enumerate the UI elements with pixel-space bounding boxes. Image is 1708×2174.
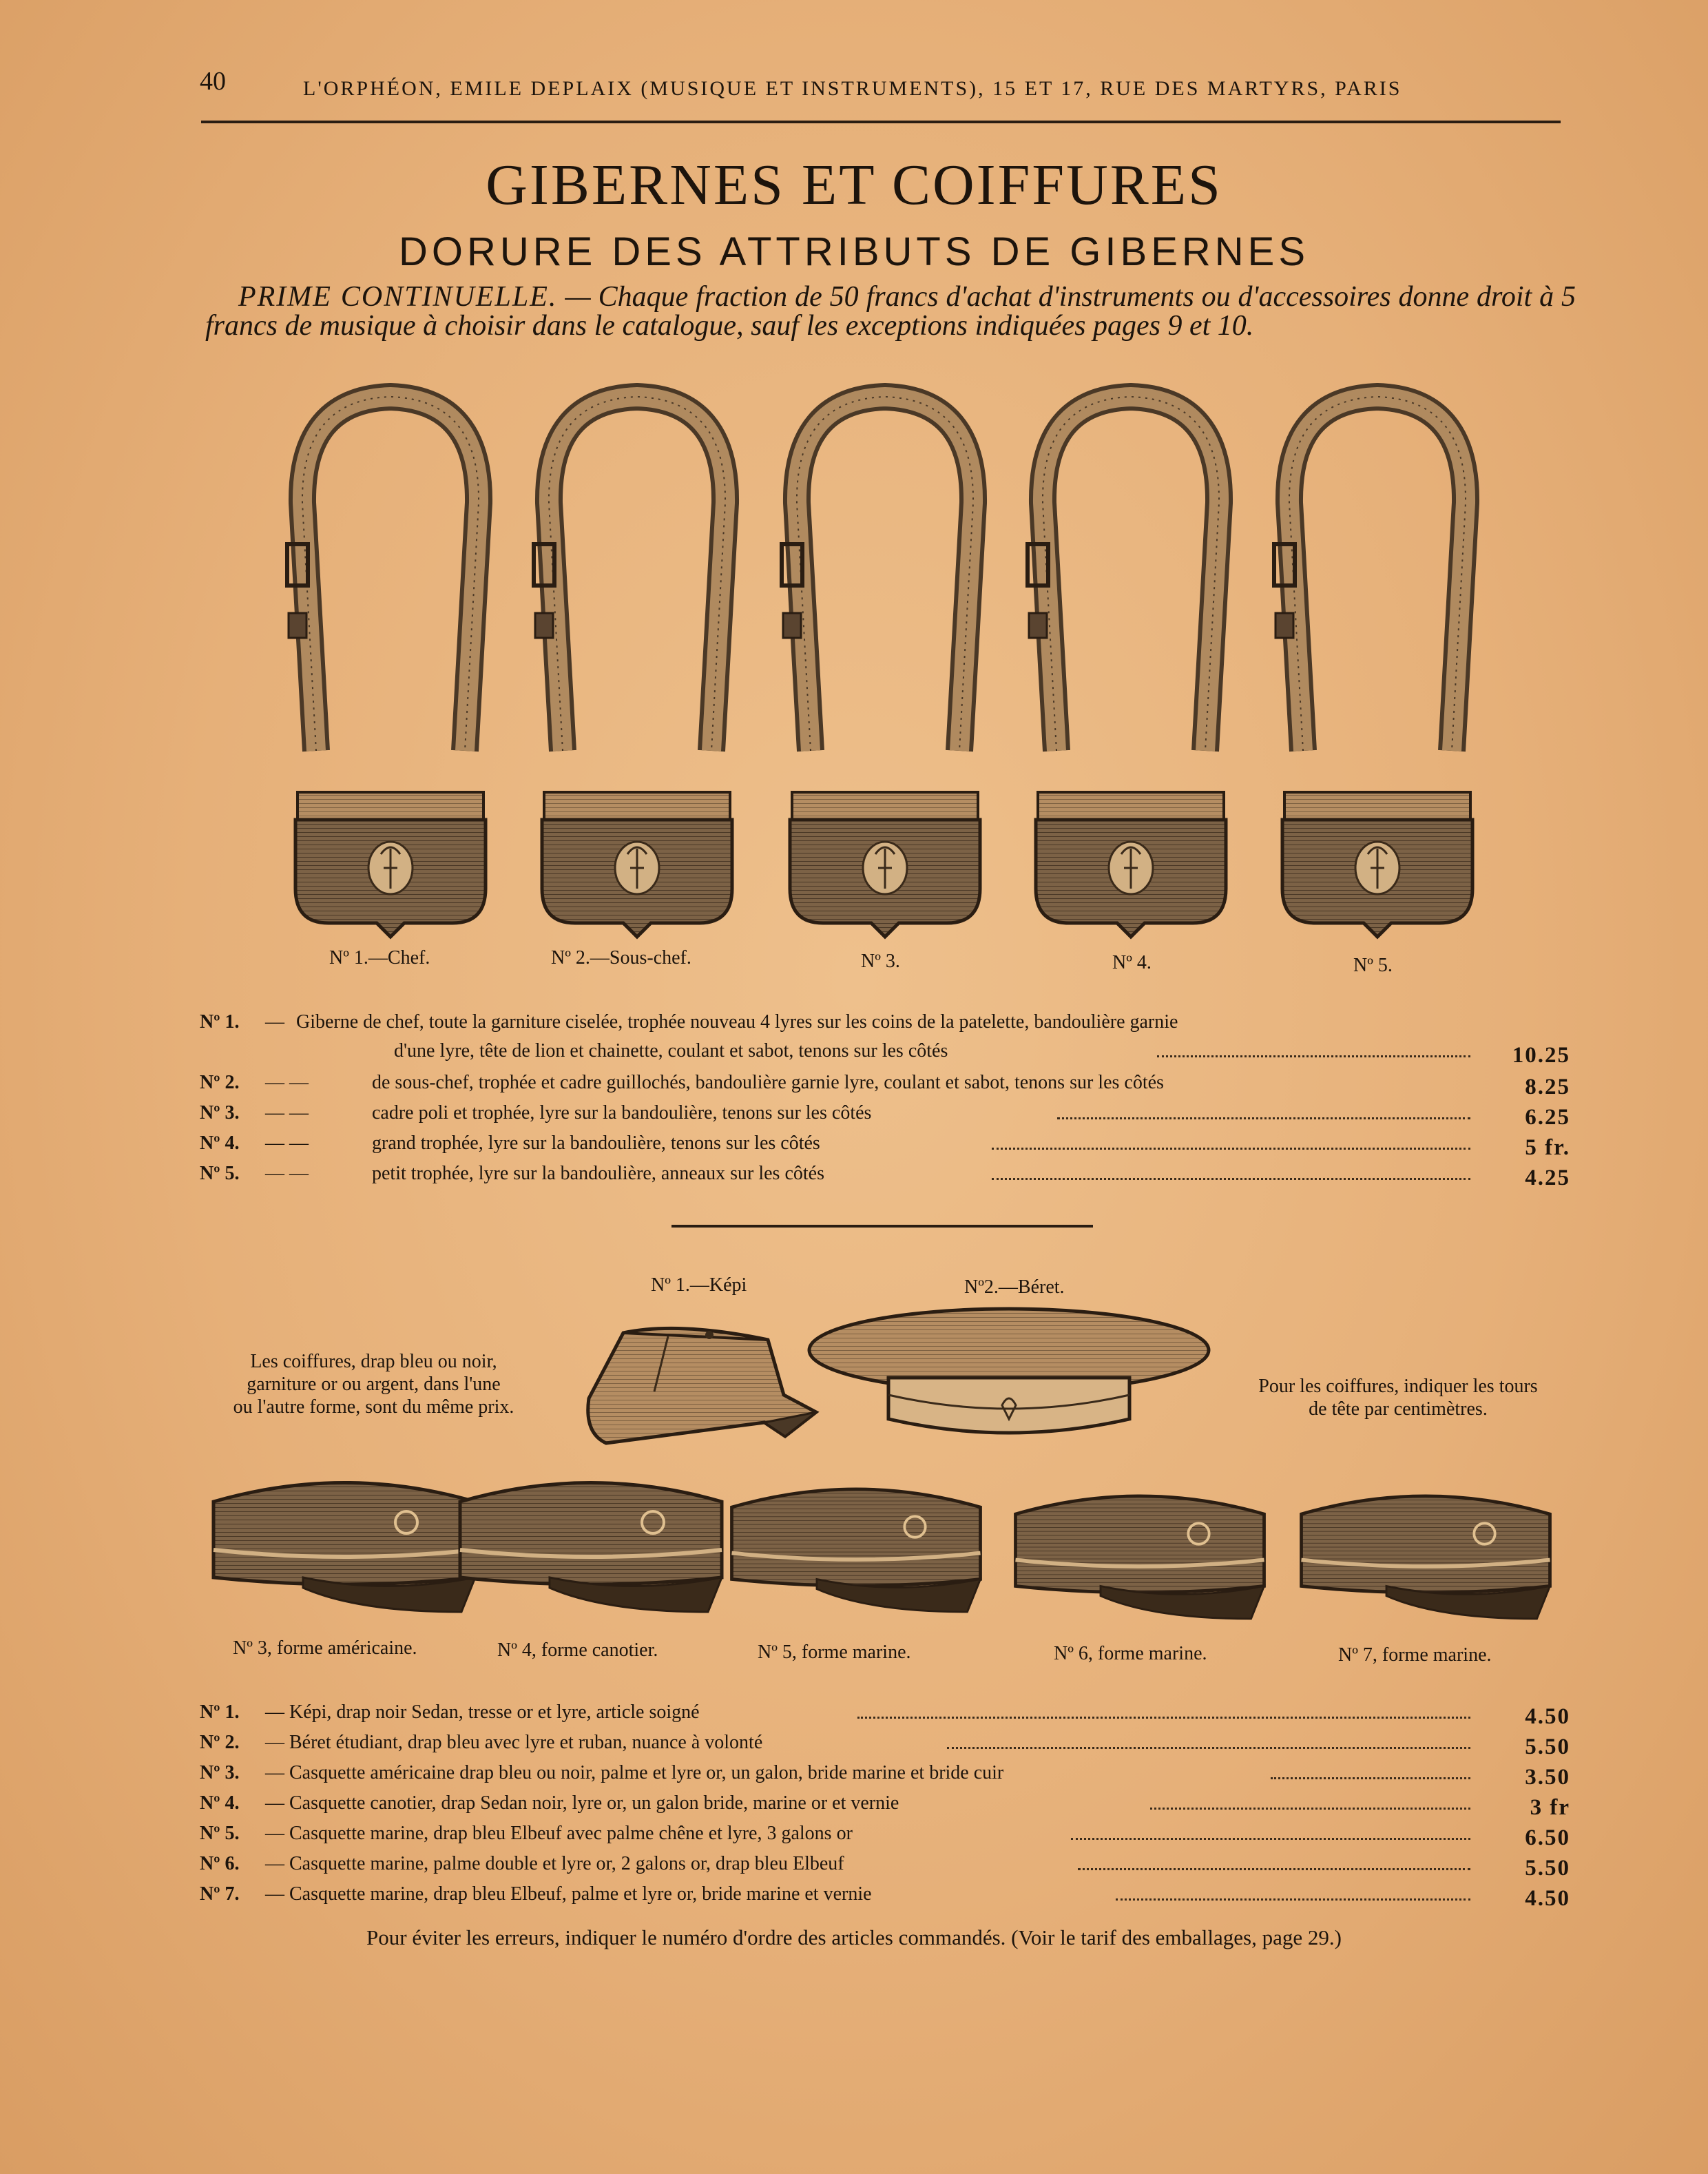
- coiffure-item-7: [200, 1883, 1570, 1914]
- dot-leader: [992, 1178, 1470, 1180]
- casquette-caption-6: Nº 6, forme marine.: [1054, 1643, 1207, 1664]
- casquette-caption-4: Nº 4, forme canotier.: [497, 1639, 658, 1661]
- dot-leader: [1271, 1777, 1470, 1779]
- giberne-3-image: [782, 397, 980, 937]
- item-description: — Casquette marine, drap bleu Elbeuf avec palme chêne et lyre, 3 galons or: [265, 1823, 853, 1844]
- item-description: — Casquette marine, palme double et lyre or, 2 galons or, drap bleu Elbeuf: [265, 1853, 844, 1874]
- giberne-item-1-line1: [200, 1011, 1570, 1042]
- giberne-item-5: [200, 1163, 1570, 1193]
- item-price: 6.50: [1525, 1825, 1570, 1850]
- item-description: petit trophée, lyre sur la bandoulière, anneaux sur les côtés: [372, 1163, 824, 1184]
- item-description: — Casquette canotier, drap Sedan noir, lyre or, un galon bride, marine or et vernie: [265, 1792, 899, 1814]
- item-number: Nº 4.: [200, 1132, 240, 1154]
- item-price: 3 fr: [1530, 1795, 1570, 1820]
- item-description: — Képi, drap noir Sedan, tresse or et lyre, article soigné: [265, 1701, 700, 1723]
- item-price: 5.50: [1525, 1735, 1570, 1759]
- item-price: 5.50: [1525, 1856, 1570, 1881]
- page-title: GIBERNES ET COIFFURES: [486, 153, 1222, 217]
- note-right-line: Pour les coiffures, indiquer les tours: [1258, 1376, 1538, 1397]
- item-number: Nº 5.: [200, 1163, 240, 1184]
- page-number: 40: [200, 67, 226, 96]
- coiffure-item-6: [200, 1853, 1570, 1883]
- kepi-caption: Nº 1.—Képi: [651, 1274, 747, 1296]
- section-divider: [671, 1225, 1093, 1228]
- giberne-item-4: [200, 1132, 1570, 1163]
- casquette-4-image: [460, 1483, 722, 1613]
- item-dash: — —: [265, 1163, 309, 1184]
- item-number: Nº 7.: [200, 1883, 240, 1905]
- item-price: 6.25: [1525, 1105, 1570, 1130]
- kepi-image: [588, 1328, 816, 1443]
- giberne-5-image: [1274, 397, 1472, 937]
- coiffure-item-5: [200, 1823, 1570, 1853]
- giberne-1-image: [287, 397, 486, 937]
- note-left-line: garniture or ou argent, dans l'une: [247, 1374, 501, 1395]
- item-description: de sous-chef, trophée et cadre guillochés, bandoulière garnie lyre, coulant et sabot, tenons sur les côtés: [372, 1072, 1164, 1093]
- dot-leader: [1157, 1055, 1470, 1057]
- giberne-caption-5: Nº 5.: [1353, 955, 1393, 976]
- dot-leader: [1057, 1117, 1470, 1119]
- item-number: Nº 1.: [200, 1701, 240, 1723]
- coiffure-item-4: [200, 1792, 1570, 1823]
- giberne-2-image: [534, 397, 732, 937]
- item-price: 5 fr.: [1525, 1135, 1570, 1160]
- item-description: cadre poli et trophée, lyre sur la bandoulière, tenons sur les côtés: [372, 1102, 872, 1124]
- coiffure-item-1: [200, 1701, 1570, 1732]
- casquette-caption-3: Nº 3, forme américaine.: [233, 1637, 417, 1659]
- item-number: Nº 2.: [200, 1072, 240, 1093]
- item-number: Nº 6.: [200, 1853, 240, 1874]
- note-left-line: Les coiffures, drap bleu ou noir,: [250, 1351, 497, 1372]
- item-description: d'une lyre, tête de lion et chainette, coulant et sabot, tenons sur les côtés: [394, 1040, 948, 1062]
- item-number: Nº 2.: [200, 1732, 240, 1753]
- casquette-7-image: [1302, 1496, 1550, 1619]
- item-description: — Béret étudiant, drap bleu avec lyre et ruban, nuance à volonté: [265, 1732, 763, 1753]
- giberne-caption-1: Nº 1.—Chef.: [329, 947, 430, 969]
- prime-label: PRIME CONTINUELLE.: [238, 281, 558, 313]
- giberne-caption-3: Nº 3.: [861, 951, 900, 972]
- item-number: Nº 3.: [200, 1762, 240, 1783]
- casquette-caption-5: Nº 5, forme marine.: [758, 1642, 911, 1663]
- note-left-line: ou l'autre forme, sont du même prix.: [233, 1396, 514, 1418]
- item-number: Nº 3.: [200, 1102, 240, 1124]
- item-number: Nº 1.: [200, 1011, 240, 1033]
- prime-paragraph: [205, 282, 1576, 340]
- item-price: 4.50: [1525, 1704, 1570, 1729]
- giberne-illustrations: [0, 386, 1708, 937]
- giberne-caption-4: Nº 4.: [1112, 952, 1152, 973]
- item-description: — Casquette marine, drap bleu Elbeuf, palme et lyre or, bride marine et vernie: [265, 1883, 872, 1905]
- giberne-4-image: [1028, 397, 1226, 937]
- item-description: — Casquette américaine drap bleu ou noir, palme et lyre or, un galon, bride marine et bride cuir: [265, 1762, 1004, 1783]
- item-dash: — —: [265, 1072, 309, 1093]
- prime-text: — Chaque fraction de 50 francs d'achat d'instruments ou d'accessoires donne droit à 5 francs de musique à choisir dans le catalogue, sauf les exceptions indiquées pages 9 et 10.: [205, 281, 1576, 342]
- dot-leader: [947, 1747, 1470, 1749]
- item-price: 3.50: [1525, 1765, 1570, 1790]
- beret-caption: Nº2.—Béret.: [964, 1276, 1065, 1298]
- giberne-item-3: [200, 1102, 1570, 1132]
- casquette-3-image: [214, 1483, 475, 1613]
- beret-image: [809, 1309, 1209, 1433]
- giberne-item-1-line2: [200, 1040, 1570, 1070]
- dot-leader: [1150, 1808, 1470, 1810]
- casquette-caption-7: Nº 7, forme marine.: [1338, 1644, 1492, 1666]
- casquette-6-image: [1016, 1496, 1264, 1619]
- item-price: 4.50: [1525, 1886, 1570, 1911]
- casquette-5-image: [732, 1489, 981, 1612]
- item-dash: —: [265, 1011, 284, 1033]
- coiffure-item-3: [200, 1762, 1570, 1792]
- item-price: 8.25: [1525, 1075, 1570, 1099]
- page-subtitle: DORURE DES ATTRIBUTS DE GIBERNES: [398, 229, 1310, 274]
- item-dash: — —: [265, 1132, 309, 1154]
- item-price: 4.25: [1525, 1166, 1570, 1190]
- item-number: Nº 5.: [200, 1823, 240, 1844]
- giberne-item-2: [200, 1072, 1570, 1102]
- coiffure-item-2: [200, 1732, 1570, 1762]
- dot-leader: [857, 1717, 1470, 1719]
- giberne-caption-2: Nº 2.—Sous-chef.: [551, 947, 691, 969]
- item-dash: — —: [265, 1102, 309, 1124]
- header-rule: [201, 121, 1561, 123]
- item-description: grand trophée, lyre sur la bandoulière, tenons sur les côtés: [372, 1132, 820, 1154]
- publisher-line: L'ORPHÉON, EMILE DEPLAIX (MUSIQUE ET INSTRUMENTS), 15 ET 17, RUE DES MARTYRS, PARIS: [303, 77, 1402, 100]
- kepi-beret-illustrations: [0, 1309, 1708, 1481]
- item-price: 10.25: [1512, 1043, 1570, 1068]
- casquette-illustrations: [0, 1474, 1708, 1626]
- item-description: Giberne de chef, toute la garniture ciselée, trophée nouveau 4 lyres sur les coins de la patelette, bandoulière garnie: [296, 1011, 1178, 1033]
- dot-leader: [992, 1148, 1470, 1150]
- item-number: Nº 4.: [200, 1792, 240, 1814]
- dot-leader: [1078, 1868, 1470, 1870]
- dot-leader: [1116, 1898, 1470, 1901]
- footer-note: Pour éviter les erreurs, indiquer le numéro d'ordre des articles commandés. (Voir le tarif des emballages, page 29.): [366, 1925, 1342, 1949]
- note-right-line: de tête par centimètres.: [1309, 1398, 1488, 1420]
- dot-leader: [1071, 1838, 1470, 1840]
